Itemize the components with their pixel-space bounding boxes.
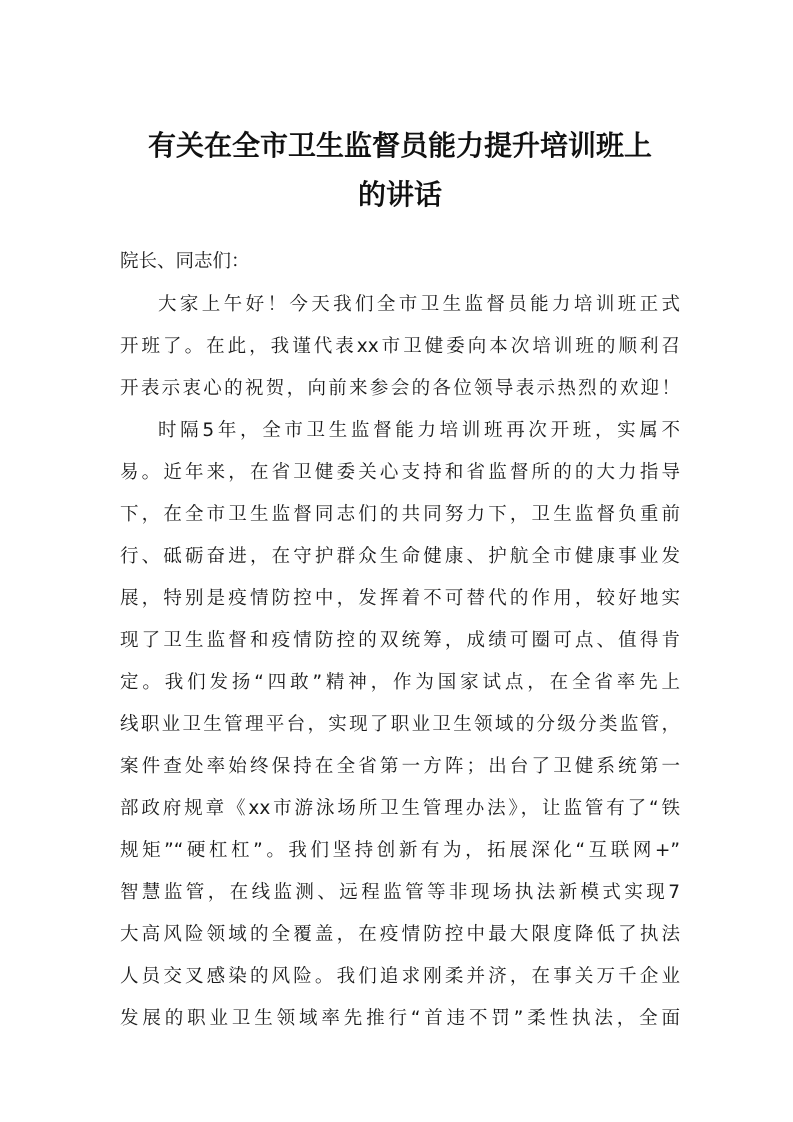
paragraph-line: 易。近年来，在省卫健委关心支持和省监督所的的大力指导: [120, 462, 680, 483]
document-title-line-1: 有关在全市卫生监督员能力提升培训班上: [147, 129, 652, 162]
paragraph-line: 部政府规章《xx市游泳场所卫生管理办法》，让监管有了“铁: [120, 798, 680, 819]
document-title-line-2: 的讲话: [357, 178, 442, 211]
paragraph-line: 开班了。在此，我谨代表xx市卫健委向本次培训班的顺利召: [120, 336, 680, 357]
paragraph-line: 规矩”“硬杠杠”。我们坚持创新有为，拓展深化“互联网+”: [120, 840, 680, 861]
paragraph-line: 展，特别是疫情防控中，发挥着不可替代的作用，较好地实: [120, 588, 680, 609]
salutation: 院长、同志们：: [120, 251, 250, 272]
paragraph-line: 现了卫生监督和疫情防控的双统筹，成绩可圈可点、值得肯: [120, 630, 680, 651]
paragraph-line: 线职业卫生管理平台，实现了职业卫生领域的分级分类监管，: [120, 714, 680, 735]
paragraph-line: 时隔5年，全市卫生监督能力培训班再次开班，实属不: [158, 420, 680, 441]
paragraph-line: 大高风险领域的全覆盖，在疫情防控中最大限度降低了执法: [120, 924, 680, 945]
paragraph-line: 行、砥砺奋进，在守护群众生命健康、护航全市健康事业发: [120, 546, 680, 567]
paragraph-line: 定。我们发扬“四敢”精神，作为国家试点，在全省率先上: [120, 672, 680, 693]
paragraph-line: 人员交叉感染的风险。我们追求刚柔并济，在事关万千企业: [120, 966, 680, 987]
paragraph-line: 案件查处率始终保持在全省第一方阵；出台了卫健系统第一: [120, 756, 680, 777]
paragraph-line: 智慧监管，在线监测、远程监管等非现场执法新模式实现7: [120, 882, 680, 903]
paragraph-line: 发展的职业卫生领域率先推行“首违不罚”柔性执法，全面: [120, 1008, 680, 1029]
paragraph-line: 下，在全市卫生监督同志们的共同努力下，卫生监督负重前: [120, 504, 680, 525]
paragraph-line: 开表示衷心的祝贺，向前来参会的各位领导表示热烈的欢迎！: [120, 378, 680, 399]
paragraph-line: 大家上午好！今天我们全市卫生监督员能力培训班正式: [158, 294, 680, 315]
